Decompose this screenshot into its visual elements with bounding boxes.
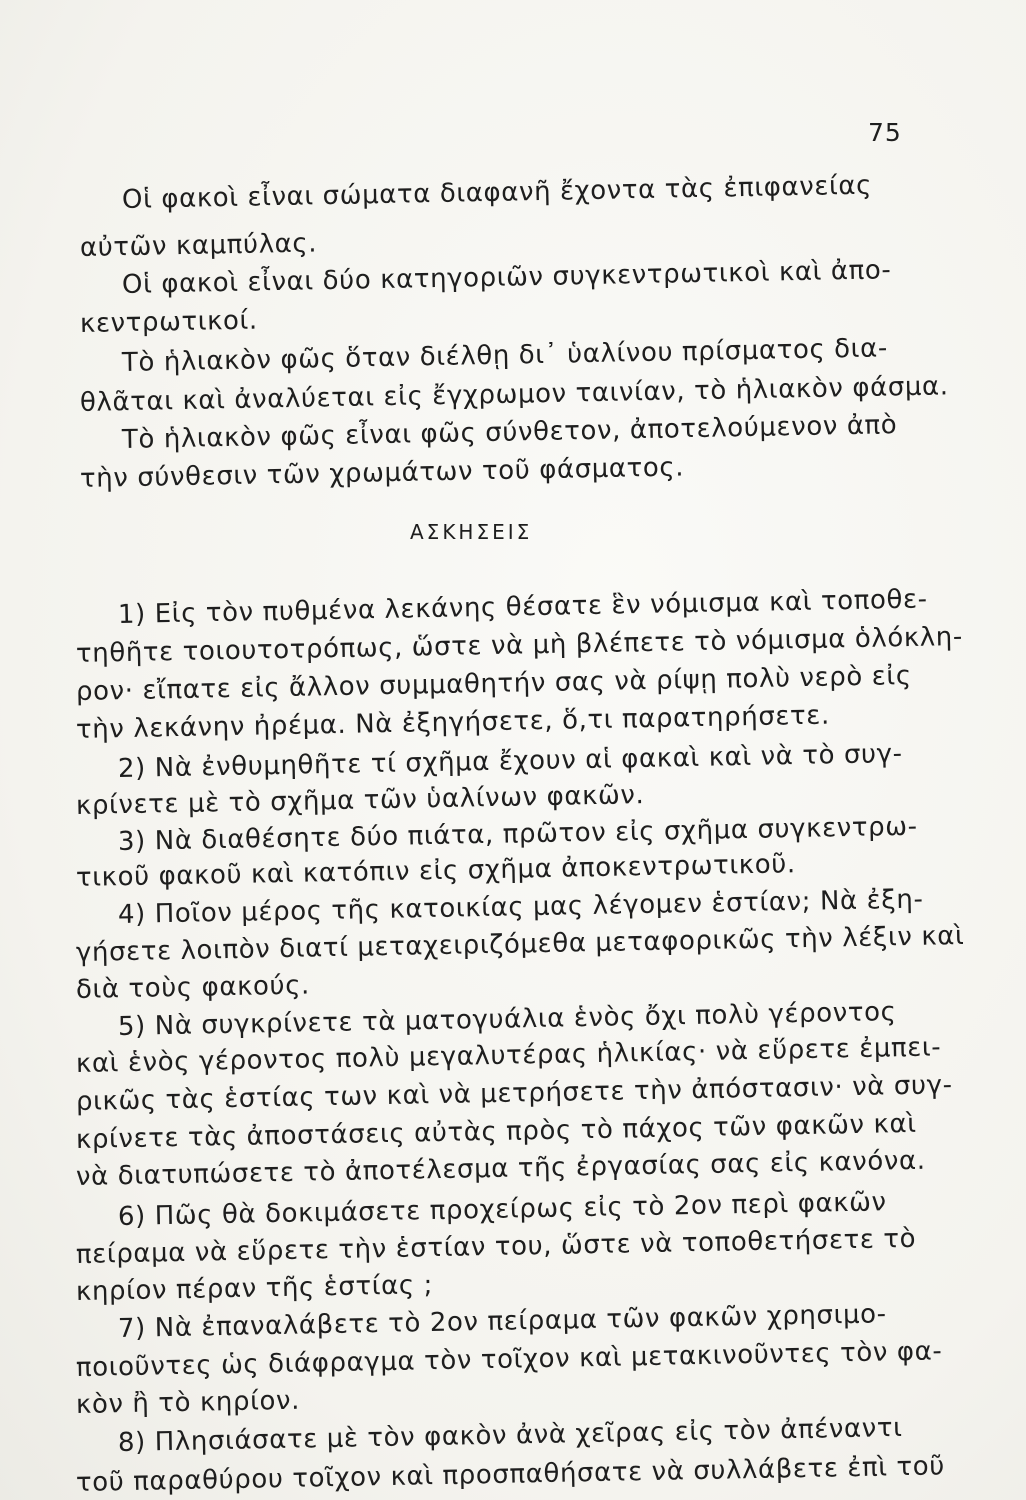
- exercise-line: διὰ τοὺς φακούς.: [75, 970, 311, 1005]
- exercise-line: 6) Πῶς θὰ δοκιμάσετε προχείρως εἰς τὸ 2ον περὶ φακῶν: [117, 1187, 887, 1232]
- exercise-line: 4) Ποῖον μέρος τῆς κατοικίας μας λέγομεν ἑστίαν; Νὰ ἐξη-: [117, 884, 924, 930]
- summary-line: τὴν σύνθεσιν τῶν χρωμάτων τοῦ φάσματος.: [79, 452, 685, 494]
- exercise-line: ρικῶς τὰς ἑστίας των καὶ νὰ μετρήσετε τὴν ἀπόστασιν· νὰ συγ-: [75, 1070, 953, 1117]
- exercise-line: 8) Πλησιάσατε μὲ τὸν φακὸν ἀνὰ χεῖρας εἰς τὸν ἀπέναντι: [117, 1412, 903, 1458]
- exercise-line: κρίνετε μὲ τὸ σχῆμα τῶν ὑαλίνων φακῶν.: [75, 780, 645, 821]
- exercises-heading: ΑΣΚΗΣΕΙΣ: [410, 520, 533, 544]
- summary-line: Οἱ φακοὶ εἶναι δύο κατηγοριῶν συγκεντρωτικοὶ καὶ ἀπο-: [121, 255, 892, 300]
- exercise-line: κηρίον πέραν τῆς ἑστίας ;: [75, 1270, 434, 1307]
- exercise-line: 3) Νὰ διαθέσητε δύο πιάτα, πρῶτον εἰς σχῆμα συγκεντρω-: [117, 811, 918, 857]
- summary-line: κεντρωτικοί.: [79, 305, 259, 339]
- exercise-line: τηθῆτε τοιουτοτρόπως, ὥστε νὰ μὴ βλέπετε τὸ νόμισμα ὁλόκλη-: [75, 621, 964, 669]
- exercise-line: τὴν λεκάνην ἠρέμα. Νὰ ἐξηγήσετε, ὅ,τι παρατηρήσετε.: [75, 700, 831, 745]
- summary-line: Τὸ ἡλιακὸν φῶς ὅταν διέλθῃ δι᾽ ὑαλίνου πρίσματος δια-: [121, 333, 889, 378]
- exercise-line: κὸν ἢ τὸ κηρίον.: [75, 1385, 301, 1420]
- summary-line: αὐτῶν καμπύλας.: [79, 228, 318, 263]
- exercise-line: 7) Νὰ ἐπαναλάβετε τὸ 2ον πείραμα τῶν φακῶν χρησιμο-: [117, 1299, 887, 1344]
- summary-line: θλᾶται καὶ ἀναλύεται εἰς ἔγχρωμον ταινίαν, τὸ ἡλιακὸν φάσμα.: [79, 371, 949, 418]
- page-number: 75: [868, 118, 902, 147]
- exercise-line: 1) Εἰς τὸν πυθμένα λεκάνης θέσατε ἓν νόμισμα καὶ τοποθε-: [117, 584, 928, 630]
- exercise-line: κρίνετε τὰς ἀποστάσεις αὐτὰς πρὸς τὸ πάχος τῶν φακῶν καὶ: [75, 1108, 917, 1155]
- exercise-line: νὰ διατυπώσετε τὸ ἀποτέλεσμα τῆς ἐργασίας σας εἰς κανόνα.: [75, 1145, 926, 1192]
- exercise-line: ρον· εἴπατε εἰς ἄλλον συμμαθητήν σας νὰ ρίψῃ πολὺ νερὸ εἰς: [75, 660, 912, 707]
- exercise-line: πείραμα νὰ εὕρετε τὴν ἑστίαν του, ὥστε νὰ τοποθετήσετε τὸ: [75, 1223, 917, 1270]
- exercise-line: τικοῦ φακοῦ καὶ κατόπιν εἰς σχῆμα ἀποκεντρωτικοῦ.: [75, 849, 796, 893]
- exercise-line: γήσετε λοιπὸν διατί μεταχειριζόμεθα μεταφορικῶς τὴν λέξιν καὶ: [75, 920, 965, 968]
- summary-line: Οἱ φακοὶ εἶναι σώματα διαφανῆ ἔχοντα τὰς ἐπιφανείας: [121, 170, 873, 215]
- summary-line: Τὸ ἡλιακὸν φῶς εἶναι φῶς σύνθετον, ἀποτελούμενον ἀπὸ: [121, 410, 898, 455]
- exercise-line: 5) Νὰ συγκρίνετε τὰ ματογυάλια ἑνὸς ὄχι πολὺ γέροντος: [117, 997, 897, 1042]
- exercise-line: καὶ ἑνὸς γέροντος πολὺ μεγαλυτέρας ἡλικίας· νὰ εὕρετε ἐμπει-: [75, 1032, 942, 1079]
- exercise-line: 2) Νὰ ἐνθυμηθῆτε τί σχῆμα ἔχουν αἱ φακαὶ καὶ νὰ τὸ συγ-: [117, 738, 903, 784]
- exercise-line: ποιοῦντες ὡς διάφραγμα τὸν τοῖχον καὶ μετακινοῦντες τὸν φα-: [75, 1336, 943, 1383]
- exercise-line: τοῦ παραθύρου τοῖχον καὶ προσπαθήσατε νὰ συλλάβετε ἐπὶ τοῦ: [75, 1451, 946, 1498]
